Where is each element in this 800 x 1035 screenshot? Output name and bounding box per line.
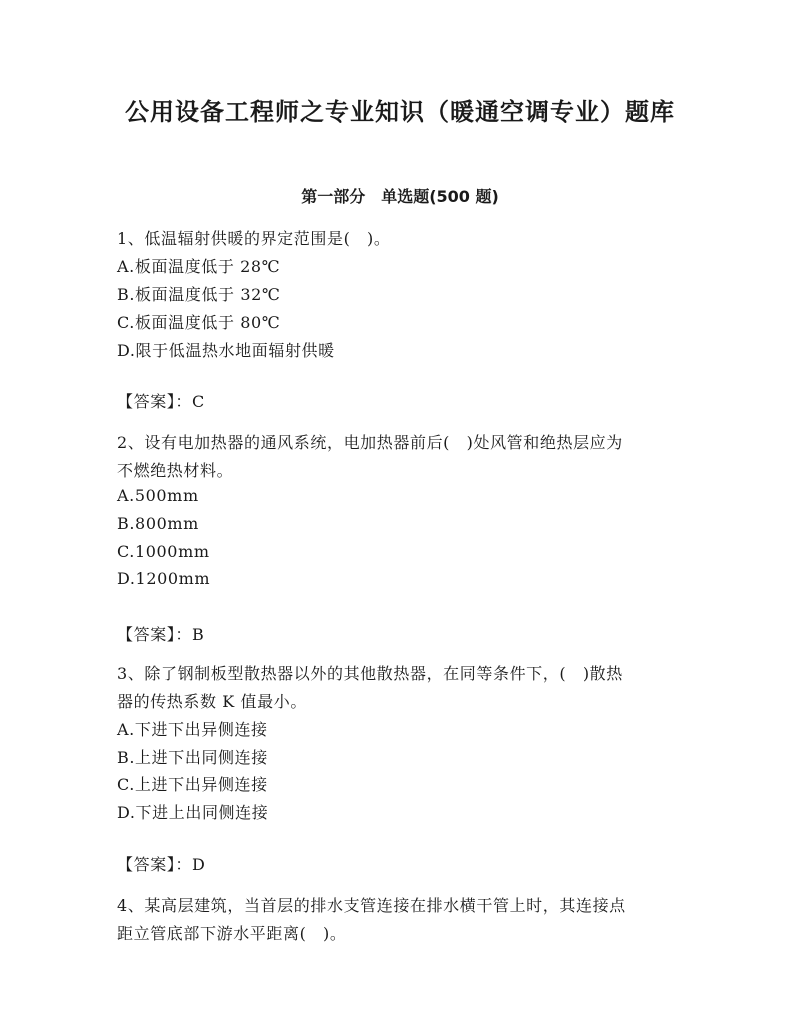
question-1-option-a: A.板面温度低于 28℃ [117,257,281,276]
question-3-answer: 【答案】：D [117,855,206,874]
question-3-stem-line-1: 3、除了钢制板型散热器以外的其他散热器，在同等条件下，( )散热 [117,664,623,683]
question-3-option-d: D.下进上出同侧连接 [117,803,269,822]
question-4-stem-line-2: 距立管底部下游水平距离( )。 [117,924,347,943]
question-2-stem-line-2: 不燃绝热材料。 [117,461,234,480]
question-1-option-b: B.板面温度低于 32℃ [117,285,281,304]
question-1-option-c: C.板面温度低于 80℃ [117,313,281,332]
question-2-option-c: C.1000mm [117,542,210,561]
question-3-option-a: A.下进下出异侧连接 [117,720,268,739]
question-3-option-c: C.上进下出异侧连接 [117,775,268,794]
section-heading: 第一部分 单选题(500 题) [301,187,499,206]
question-1-answer: 【答案】：C [117,392,205,411]
question-4-stem-line-1: 4、某高层建筑，当首层的排水支管连接在排水横干管上时，其连接点 [117,896,626,915]
document-title: 公用设备工程师之专业知识（暖通空调专业）题库 [125,98,675,126]
question-3-option-b: B.上进下出同侧连接 [117,748,268,767]
question-1-option-d: D.限于低温热水地面辐射供暖 [117,341,335,360]
question-2-option-a: A.500mm [117,486,199,505]
question-2-stem-line-1: 2、设有电加热器的通风系统，电加热器前后( )处风管和绝热层应为 [117,433,623,452]
question-2-option-d: D.1200mm [117,569,211,588]
question-1-stem-line-1: 1、低温辐射供暖的界定范围是( )。 [117,229,391,248]
question-2-option-b: B.800mm [117,514,199,533]
question-3-stem-line-2: 器的传热系数 K 值最小。 [117,692,307,711]
question-2-answer: 【答案】：B [117,625,205,644]
